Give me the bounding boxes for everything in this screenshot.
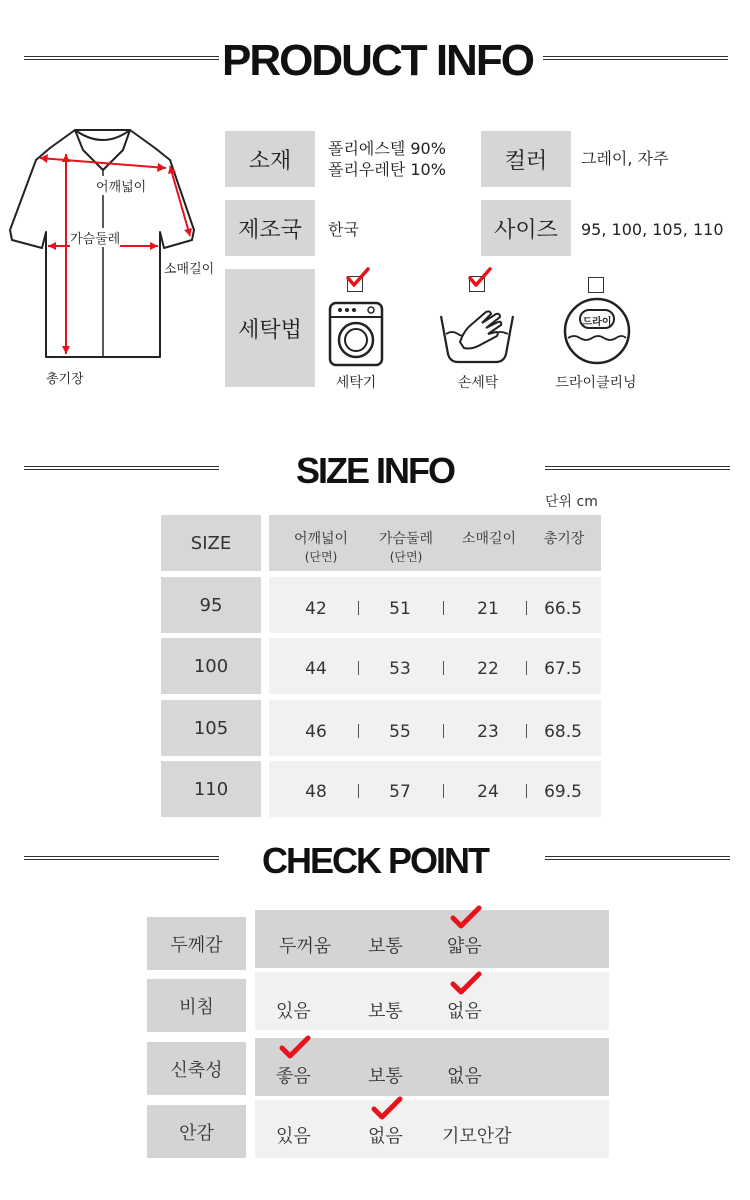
check-mark-icon [449,970,483,996]
size-value-cell: 46 [305,722,327,742]
check-mark-icon [345,266,371,290]
checkpoint-option[interactable]: 보통 [368,936,403,957]
checkpoint-option[interactable]: 얇음 [447,936,482,957]
size-header-chest: 가슴둘레 (단면) [378,531,434,564]
diagram-label-sleeve: 소매길이 [164,262,215,277]
hand-wash-icon [438,308,516,366]
cell-divider [443,601,444,615]
cell-divider [526,784,527,798]
size-value: 95, 100, 105, 110 [581,220,724,239]
size-row-label: 105 [161,700,261,756]
material-line-2: 폴리우레탄 10% [328,160,446,179]
size-header-length: 총기장 [543,531,585,547]
size-value-cell: 69.5 [544,782,582,802]
checkpoint-option[interactable]: 두꺼움 [279,936,332,957]
cell-divider [443,784,444,798]
size-header-shoulder: 어깨넓이 (단면) [293,531,349,564]
unit-label: 단위 cm [545,494,598,510]
size-value-cell: 68.5 [544,722,582,742]
diagram-label-length: 총기장 [46,372,84,387]
wash-item-label: 세탁기 [335,375,377,391]
checkpoint-option[interactable]: 보통 [368,1066,403,1087]
wash-item-label: 드라이클리닝 [555,375,637,391]
checkpoint-option[interactable]: 없음 [447,1001,482,1022]
size-value-cell: 53 [389,659,411,679]
title-rule-left [24,56,219,60]
size-label: 사이즈 [481,200,571,256]
cell-divider [526,601,527,615]
washing-machine-icon [327,301,385,367]
origin-value: 한국 [328,220,359,239]
size-value-cell: 66.5 [544,599,582,619]
size-value-cell: 48 [305,782,327,802]
cell-divider [358,784,359,798]
size-value-cell: 67.5 [544,659,582,679]
checkpoint-label-elasticity: 신축성 [147,1042,246,1095]
checkpoint-option[interactable]: 없음 [368,1126,403,1147]
diagram-label-chest: 가슴둘레 [70,228,120,247]
checkpoint-label-lining: 안감 [147,1105,246,1158]
cell-divider [358,661,359,675]
check-mark-icon [467,266,493,290]
size-row-label: 95 [161,577,261,633]
check-mark-icon [278,1034,312,1060]
checkpoint-option[interactable]: 없음 [447,1066,482,1087]
product-info-title: PRODUCT INFO [222,36,533,85]
cell-divider [526,661,527,675]
size-value-cell: 44 [305,659,327,679]
cell-divider [443,724,444,738]
size-header-sleeve: 소매길이 [461,531,517,547]
color-label: 컬러 [481,131,571,187]
material-label: 소재 [225,131,315,187]
size-value-cell: 57 [389,782,411,802]
size-value-cell: 23 [477,722,499,742]
size-row-label: 100 [161,638,261,694]
title-rule-left [24,466,219,470]
check-mark-icon [449,904,483,930]
wash-label: 세탁법 [225,269,315,387]
dry-clean-checkbox[interactable] [588,277,604,293]
checkpoint-option[interactable]: 보통 [368,1001,403,1022]
size-row-label: 110 [161,761,261,817]
checkpoint-label-thickness: 두께감 [147,917,246,970]
check-point-title: CHECK POINT [261,840,488,881]
wash-item-label: 손세탁 [457,375,499,391]
size-value-cell: 22 [477,659,499,679]
size-value-cell: 24 [477,782,499,802]
cell-divider [526,724,527,738]
color-value: 그레이, 자주 [581,149,669,168]
checkpoint-option[interactable]: 좋음 [276,1066,311,1087]
size-column-header: SIZE [161,515,261,571]
origin-label: 제조국 [225,200,315,256]
title-rule-right [545,466,730,470]
size-value-cell: 42 [305,599,327,619]
checkpoint-option[interactable]: 기모안감 [442,1126,512,1147]
checkpoint-option[interactable]: 있음 [276,1126,311,1147]
size-value-cell: 51 [389,599,411,619]
shirt-diagram [0,120,225,390]
size-value-cell: 21 [477,599,499,619]
size-value-cell: 55 [389,722,411,742]
dry-icon-text: 드라이 [582,317,612,328]
title-rule-right [545,856,730,860]
title-rule-right [543,56,728,60]
cell-divider [358,601,359,615]
check-mark-icon [370,1095,404,1121]
title-rule-left [24,856,219,860]
checkpoint-label-transparency: 비침 [147,979,246,1032]
diagram-label-shoulder: 어깨넓이 [96,176,146,195]
checkpoint-option[interactable]: 있음 [276,1001,311,1022]
cell-divider [358,724,359,738]
cell-divider [443,661,444,675]
dry-clean-icon [562,296,632,366]
size-info-title: SIZE INFO [295,450,454,491]
material-line-1: 폴리에스텔 90% [328,139,446,158]
